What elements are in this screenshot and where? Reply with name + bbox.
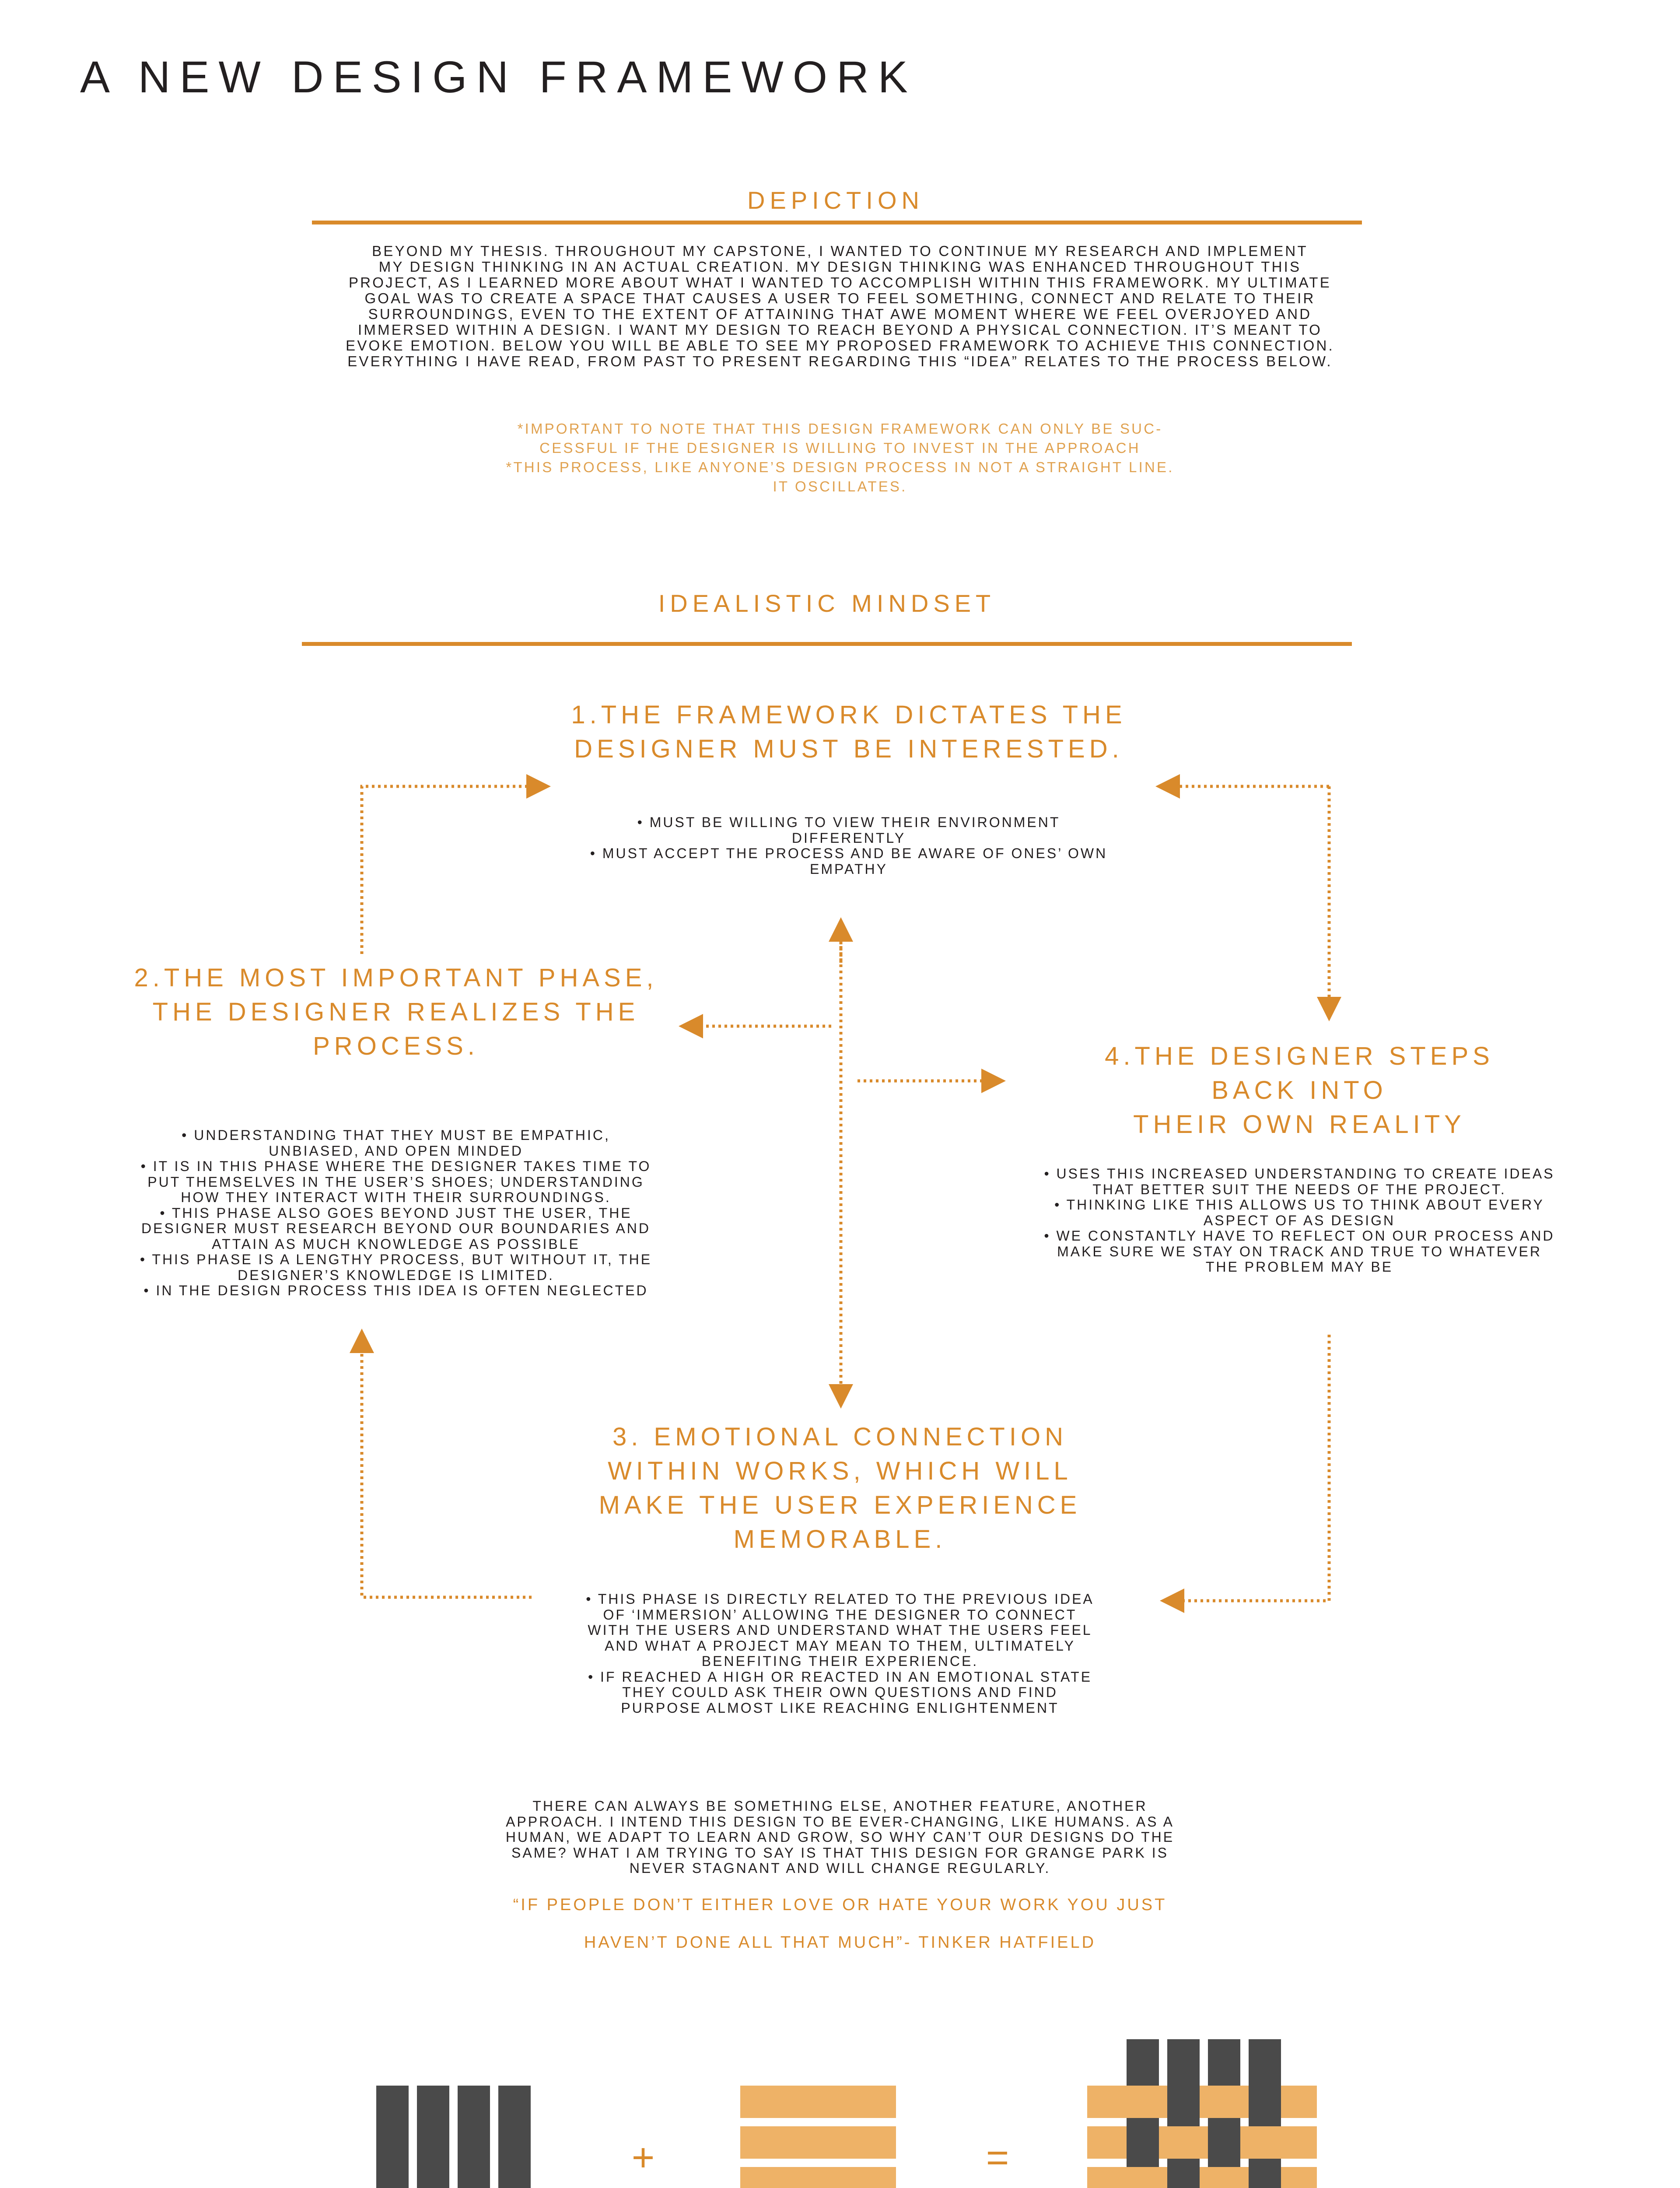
depiction-line: SURROUNDINGS, EVEN TO THE EXTENT OF ATTAINING THAT AWE MOMENT WHERE WE FEEL OVERJOYED AND <box>368 306 1312 322</box>
phase2-bullet-line: • IN THE DESIGN PROCESS THIS IDEA IS OFTEN NEGLECTED <box>144 1283 648 1298</box>
phase3-bullet-line: OF ‘IMMERSION’ ALLOWING THE DESIGNER TO CONNECT <box>603 1606 1077 1623</box>
depiction-line: BEYOND MY THESIS. THROUGHOUT MY CAPSTONE, I WANTED TO CONTINUE MY RESEARCH AND IMPLEMENT <box>372 243 1308 259</box>
vertical-bar <box>376 2086 409 2188</box>
phase3-title-line: WITHIN WORKS, WHICH WILL <box>608 1457 1072 1485</box>
horizontal-bar <box>740 2126 896 2159</box>
closing-line: THERE CAN ALWAYS BE SOMETHING ELSE, ANOTHER FEATURE, ANOTHER <box>532 1798 1148 1814</box>
arrow-top-left <box>362 786 545 954</box>
phase3-title-line: MAKE THE USER EXPERIENCE <box>598 1491 1082 1519</box>
closing-line: SAME? WHAT I AM TRYING TO SAY IS THAT THIS DESIGN FOR GRANGE PARK IS <box>511 1844 1169 1861</box>
idealistic-heading: IDEALISTIC MINDSET <box>658 589 996 617</box>
phase2-title-line: THE DESIGNER REALIZES THE <box>152 998 640 1026</box>
phase4-bullet-line: MAKE SURE WE STAY ON TRACK AND TRUE TO WHATEVER <box>1057 1243 1542 1259</box>
phase1-title-line: 1.THE FRAMEWORK DICTATES THE <box>571 701 1127 729</box>
phase4-bullet-line: THAT BETTER SUIT THE NEEDS OF THE PROJECT. <box>1092 1181 1506 1197</box>
phase4-bullet-line: ASPECT OF AS DESIGN <box>1203 1212 1396 1228</box>
depiction-line: PROJECT, AS I LEARNED MORE ABOUT WHAT I WANTED TO ACCOMPLISH WITHIN THIS FRAMEWORK. MY ULTIMATE <box>348 274 1331 291</box>
depiction-line: MY DESIGN THINKING IN AN ACTUAL CREATION. MY DESIGN THINKING WAS ENHANCED THROUGHOUT THIS <box>378 259 1302 275</box>
phase3-title-line: MEMORABLE. <box>733 1525 947 1553</box>
phase4-bullet-line: • THINKING LIKE THIS ALLOWS US TO THINK ABOUT EVERY <box>1054 1197 1544 1213</box>
phase2-bullet-line: DESIGNER MUST RESEARCH BEYOND OUR BOUNDARIES AND <box>141 1220 651 1236</box>
phase1-title-line: DESIGNER MUST BE INTERESTED. <box>574 735 1124 763</box>
note-line: *IMPORTANT TO NOTE THAT THIS DESIGN FRAMEWORK CAN ONLY BE SUC- <box>517 421 1163 437</box>
phase1-bullet-line: • MUST ACCEPT THE PROCESS AND BE AWARE OF ONES’ OWN <box>590 845 1108 861</box>
note-line: CESSFUL IF THE DESIGNER IS WILLING TO INVEST IN THE APPROACH <box>539 440 1141 456</box>
vertical-bar <box>417 2086 449 2188</box>
phase4-title-line: BACK INTO <box>1211 1076 1387 1105</box>
depiction-line: GOAL WAS TO CREATE A SPACE THAT CAUSES A USER TO FEEL SOMETHING, CONNECT AND RELATE TO THEIR <box>364 290 1316 306</box>
phase2-title-line: 2.THE MOST IMPORTANT PHASE, <box>134 964 658 992</box>
arrow-bottom-left <box>362 1335 532 1597</box>
phase1-bullet-line: DIFFERENTLY <box>791 830 906 846</box>
depiction-line: IMMERSED WITHIN A DESIGN. I WANT MY DESIGN TO REACH BEYOND A PHYSICAL CONNECTION. IT’S MEANT TO <box>358 322 1322 338</box>
closing-line: APPROACH. I INTEND THIS DESIGN TO BE EVER-CHANGING, LIKE HUMANS. AS A <box>506 1813 1174 1830</box>
phase2-bullet-line: • IT IS IN THIS PHASE WHERE THE DESIGNER TAKES TIME TO <box>140 1158 651 1174</box>
horizontal-bar <box>740 2167 896 2188</box>
phase4-bullet-line: • WE CONSTANTLY HAVE TO REFLECT ON OUR PROCESS AND <box>1044 1228 1555 1244</box>
quote-line: “IF PEOPLE DON’T EITHER LOVE OR HATE YOUR WORK YOU JUST <box>513 1896 1167 1914</box>
phase3-bullet-line: • THIS PHASE IS DIRECTLY RELATED TO THE PREVIOUS IDEA <box>586 1591 1094 1607</box>
note-line: *THIS PROCESS, LIKE ANYONE’S DESIGN PROCESS IN NOT A STRAIGHT LINE. <box>506 459 1174 475</box>
phase4-title-line: THEIR OWN REALITY <box>1133 1110 1466 1139</box>
phase3-bullet-line: PURPOSE ALMOST LIKE REACHING ENLIGHTENMENT <box>621 1700 1059 1716</box>
phase3-bullet-line: WITH THE USERS AND UNDERSTAND WHAT THE USERS FEEL <box>588 1622 1092 1638</box>
phase3-title-line: 3. EMOTIONAL CONNECTION <box>612 1423 1068 1451</box>
phase2-bullet-line: • THIS PHASE ALSO GOES BEYOND JUST THE USER, THE <box>160 1205 632 1221</box>
phase3-bullet-line: THEY COULD ASK THEIR OWN QUESTIONS AND FIND <box>622 1684 1058 1700</box>
vertical-bar <box>498 2086 531 2188</box>
phase4-title-line: 4.THE DESIGNER STEPS <box>1105 1042 1494 1070</box>
plus-sign: + <box>631 2136 655 2180</box>
equals-sign: = <box>986 2136 1009 2180</box>
phase2-bullet-line: UNBIASED, AND OPEN MINDED <box>269 1143 523 1159</box>
phase2-bullet-line: • UNDERSTANDING THAT THEY MUST BE EMPATHIC, <box>182 1127 610 1143</box>
depiction-heading: DEPICTION <box>747 186 924 214</box>
depiction-line: EVOKE EMOTION. BELOW YOU WILL BE ABLE TO SEE MY PROPOSED FRAMEWORK TO ACHIEVE THIS CONNECTION. <box>346 337 1334 354</box>
woven-framework-icon <box>1087 2039 1323 2188</box>
note-line: IT OSCILLATES. <box>773 478 907 494</box>
arrow-bottom-right <box>1166 1335 1329 1601</box>
closing-line: NEVER STAGNANT AND WILL CHANGE REGULARLY. <box>629 1860 1051 1876</box>
page-title: A NEW DESIGN FRAMEWORK <box>80 52 917 102</box>
closing-paragraph <box>429 1799 1251 1876</box>
phase2-bullet-line: • THIS PHASE IS A LENGTHY PROCESS, BUT WITHOUT IT, THE <box>140 1252 652 1267</box>
phase3-bullet-line: AND WHAT A PROJECT MAY MEAN TO THEM, ULTIMATELY <box>605 1637 1075 1654</box>
phase1-bullet-line: • MUST BE WILLING TO VIEW THEIR ENVIRONMENT <box>637 814 1060 830</box>
closing-quote <box>402 1886 1278 1961</box>
vertical-bar <box>458 2086 490 2188</box>
depiction-line: EVERYTHING I HAVE READ, FROM PAST TO PRESENT REGARDING THIS “IDEA” RELATES TO THE PROCESS BELOW. <box>347 353 1333 369</box>
phase4-bullet-line: THE PROBLEM MAY BE <box>1205 1259 1393 1275</box>
phase2-title-line: PROCESS. <box>313 1032 479 1060</box>
phase2-bullet-line: DESIGNER’S KNOWLEDGE IS LIMITED. <box>238 1267 554 1283</box>
horizontal-bar <box>740 2086 896 2118</box>
phase1-bullet-line: EMPATHY <box>810 861 888 877</box>
quote-line: HAVEN’T DONE ALL THAT MUCH”- TINKER HATFIELD <box>584 1933 1096 1952</box>
phase2-bullet-line: HOW THEY INTERACT WITH THEIR SURROUNDINGS. <box>181 1189 611 1205</box>
phase2-bullet-line: ATTAIN AS MUCH KNOWLEDGE AS POSSIBLE <box>212 1236 580 1252</box>
phase2-bullet-line: PUT THEMSELVES IN THE USER’S SHOES; UNDERSTANDING <box>147 1174 644 1190</box>
closing-line: HUMAN, WE ADAPT TO LEARN AND GROW, SO WHY CAN’T OUR DESIGNS DO THE <box>505 1829 1175 1845</box>
phase4-bullet-line: • USES THIS INCREASED UNDERSTANDING TO CREATE IDEAS <box>1044 1166 1555 1182</box>
phase3-bullet-line: BENEFITING THEIR EXPERIENCE. <box>701 1653 979 1669</box>
phase3-bullet-line: • IF REACHED A HIGH OR REACTED IN AN EMOTIONAL STATE <box>588 1669 1092 1685</box>
